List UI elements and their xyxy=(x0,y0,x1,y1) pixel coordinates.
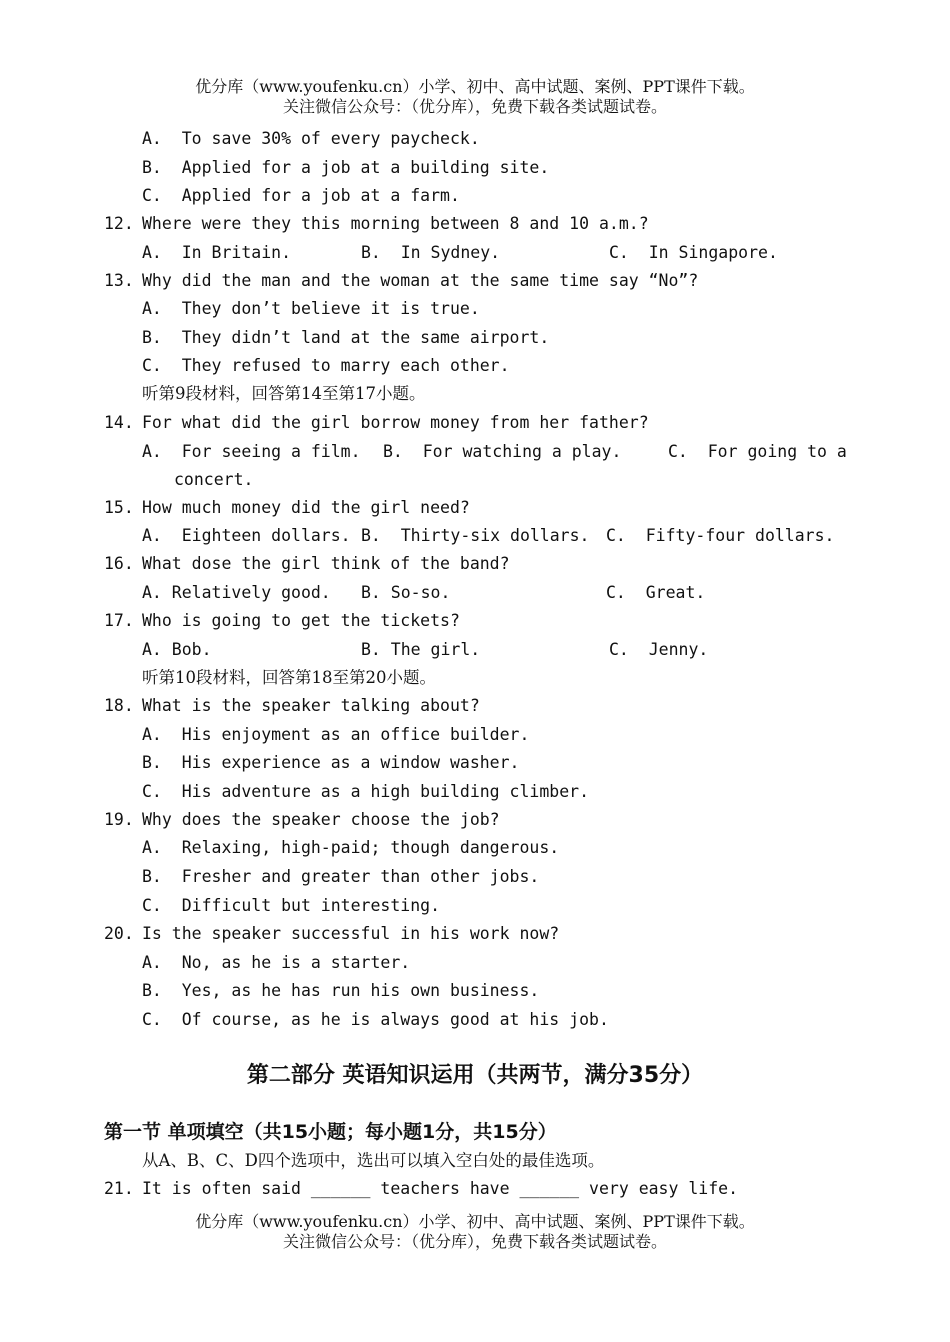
footer-line-2: 关注微信公众号：（优分库），免费下载各类试题试卷。 xyxy=(282,1232,667,1251)
part-2-title: 第二部分 英语知识运用（共两节，满分35分） xyxy=(246,1063,704,1088)
option-b: B. The girl. xyxy=(361,640,481,659)
question-text: It is often said ______ teachers have ______ very easy life. xyxy=(142,1179,739,1198)
header-line-2: 关注微信公众号：（优分库），免费下载各类试题试卷。 xyxy=(282,97,667,116)
instruction-passage-10: 听第10段材料，回答第18至第20小题。 xyxy=(142,668,436,687)
question-number: 12. xyxy=(104,214,134,233)
question-17 xyxy=(0,607,950,635)
option-a: A. In Britain. xyxy=(142,243,292,262)
q14-option-c-continued: concert. xyxy=(174,470,254,489)
section-1-title: 第一节 单项填空（共15小题；每小题1分，共15分） xyxy=(104,1121,557,1143)
question-number: 17. xyxy=(104,611,134,630)
q18-option-a: A. His enjoyment as an office builder. xyxy=(142,725,530,744)
question-21 xyxy=(0,1175,950,1203)
q18-option-c: C. His adventure as a high building climber. xyxy=(142,782,590,801)
option-a: A. For seeing a film. xyxy=(142,442,361,461)
question-14 xyxy=(0,409,950,437)
q11-option-a: A. To save 30% of every paycheck. xyxy=(142,129,480,148)
question-number: 14. xyxy=(104,413,134,432)
question-text: Where were they this morning between 8 and 10 a.m.? xyxy=(142,214,649,233)
footer-line-1: 优分库（www.youfenku.cn）小学、初中、高中试题、案例、PPT课件下载。 xyxy=(195,1212,755,1231)
q20-option-a: A. No, as he is a starter. xyxy=(142,953,411,972)
question-number: 18. xyxy=(104,696,134,715)
q14-options xyxy=(0,438,950,466)
q12-options xyxy=(0,239,950,267)
header-line-1: 优分库（www.youfenku.cn）小学、初中、高中试题、案例、PPT课件下载。 xyxy=(195,77,755,96)
question-text: Who is going to get the tickets? xyxy=(142,611,460,630)
option-c: C. Fifty-four dollars. xyxy=(606,526,835,545)
option-c: C. In Singapore. xyxy=(609,243,778,262)
q13-option-a: A. They don’t believe it is true. xyxy=(142,299,480,318)
option-a: A. Eighteen dollars. xyxy=(142,526,351,545)
option-c: C. Jenny. xyxy=(609,640,709,659)
instruction-passage-9: 听第9段材料，回答第14至第17小题。 xyxy=(142,384,426,403)
q11-option-b: B. Applied for a job at a building site. xyxy=(142,158,550,177)
option-b: B. In Sydney. xyxy=(361,243,501,262)
question-text: How much money did the girl need? xyxy=(142,498,470,517)
option-c: C. For going to a xyxy=(668,442,847,461)
question-number: 19. xyxy=(104,810,134,829)
option-a: A. Bob. xyxy=(142,640,212,659)
q15-options xyxy=(0,522,950,550)
option-b: B. Thirty-six dollars. xyxy=(361,526,590,545)
q13-option-b: B. They didn’t land at the same airport. xyxy=(142,328,550,347)
q19-option-b: B. Fresher and greater than other jobs. xyxy=(142,867,540,886)
question-19 xyxy=(0,806,950,834)
question-number: 20. xyxy=(104,924,134,943)
question-20 xyxy=(0,920,950,948)
question-18 xyxy=(0,692,950,720)
q20-option-c: C. Of course, as he is always good at his job. xyxy=(142,1010,609,1029)
q11-option-c: C. Applied for a job at a farm. xyxy=(142,186,460,205)
question-number: 16. xyxy=(104,554,134,573)
question-text: What is the speaker talking about? xyxy=(142,696,480,715)
question-number: 13. xyxy=(104,271,134,290)
option-b: B. For watching a play. xyxy=(383,442,622,461)
q19-option-a: A. Relaxing, high-paid; though dangerous. xyxy=(142,838,560,857)
q16-options xyxy=(0,579,950,607)
q18-option-b: B. His experience as a window washer. xyxy=(142,753,520,772)
question-12 xyxy=(0,210,950,238)
question-number: 21. xyxy=(104,1179,134,1198)
q20-option-b: B. Yes, as he has run his own business. xyxy=(142,981,540,1000)
question-15 xyxy=(0,494,950,522)
question-text: Why does the speaker choose the job? xyxy=(142,810,500,829)
question-13 xyxy=(0,267,950,295)
q17-options xyxy=(0,636,950,664)
option-b: B. So-so. xyxy=(361,583,451,602)
q19-option-c: C. Difficult but interesting. xyxy=(142,896,441,915)
question-text: What dose the girl think of the band? xyxy=(142,554,510,573)
question-number: 15. xyxy=(104,498,134,517)
option-c: C. Great. xyxy=(606,583,706,602)
option-a: A. Relatively good. xyxy=(142,583,331,602)
question-text: Why did the man and the woman at the same time say “No”? xyxy=(142,271,699,290)
question-text: For what did the girl borrow money from her father? xyxy=(142,413,649,432)
q13-option-c: C. They refused to marry each other. xyxy=(142,356,510,375)
question-16 xyxy=(0,550,950,578)
section-1-instruction: 从A、B、C、D四个选项中，选出可以填入空白处的最佳选项。 xyxy=(142,1151,605,1170)
question-text: Is the speaker successful in his work now? xyxy=(142,924,560,943)
